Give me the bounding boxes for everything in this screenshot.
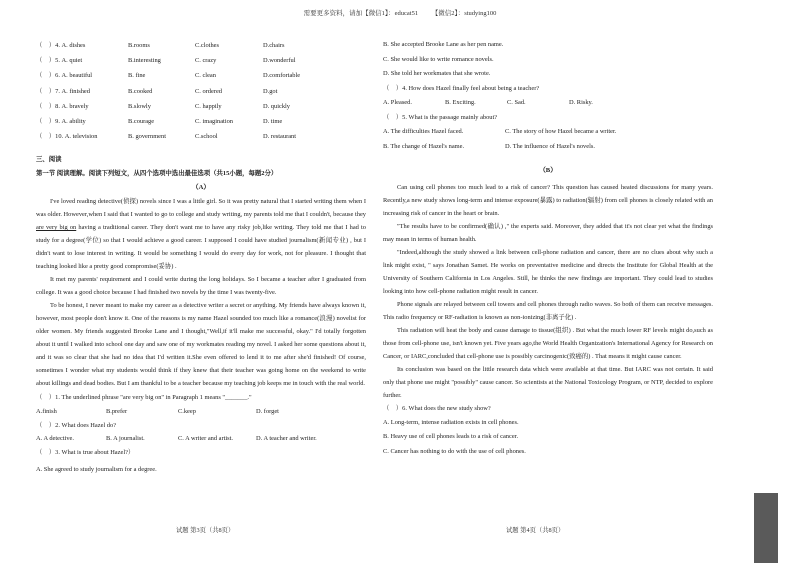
option-cell: D. time	[263, 118, 283, 126]
option-cell: B.courage	[128, 118, 155, 126]
answer-option: B. She accepted Brooke Lane as her pen name.	[383, 41, 504, 48]
passage-label: （A）	[192, 184, 210, 192]
option-cell: D. restaurant	[263, 133, 297, 141]
option-row	[36, 99, 366, 114]
passage-paragraph: This radiation will heat the body and cause damage to tissue(组织) . But what the much lower RF levels might do,such as those from cell-phone use, isn't known yet. Five years ago,the World Health Organization's International Agency for Research on Cancer, or IARC,concluded that cell-phone use is possibly carcinogenic(致癌的) . That means it might cause cancer.	[383, 327, 713, 360]
answer-option: B. The change of Hazel's name.	[383, 142, 465, 150]
option-cell: B.cooked	[128, 87, 153, 95]
passage-paragraph: I've loved reading detective(侦探) novels since I was a little girl. So it was pretty natural that I started writing them when I was older. However,when I said that I wanted to go to college and study writing, my parents told me that I couldn't, because they are very big on having a traditional career. They don't want me to have any risky job,like writing. They told me that I had to study for a degree(学位) so that I would achieve a good career. I supposed I could have studied journalism(新闻专业) , but I didn't want to lose interest in writing. It would be something I would do every day for work, not for pleasure. I thought that teaching looked like a pretty good compromise(妥协) .	[36, 198, 366, 271]
question: （ ）1. The underlined phrase "are very big on" in Paragraph 1 means "_______."	[36, 394, 252, 402]
option-row	[36, 84, 366, 99]
answer-option: B. Exciting.	[445, 99, 476, 106]
answer-options	[36, 405, 366, 419]
option-row	[36, 38, 366, 53]
option-cell: C. imagination	[195, 118, 233, 126]
part-title: 第一节 阅读理解。阅读下列短文，从四个选项中选出最佳选项（共15小题，每题2分）	[36, 170, 278, 178]
answer-option: A. She agreed to study journalism for a degree.	[36, 465, 157, 473]
option-row	[36, 129, 366, 144]
passage-paragraph: Can using cell phones too much lead to a risk of cancer? This question has caused heated discussions for many years. Recently,a new study shows long-term and intense exposure(暴露) to radiation(辐射) from cell phones is closely related with an increasing risk of cancer in the heart or brain.	[383, 184, 713, 217]
option-cell: C. crazy	[195, 57, 217, 65]
option-row	[36, 68, 366, 83]
question: （ ）2. What does Hazel do?	[36, 421, 117, 429]
answer-options	[383, 125, 713, 140]
answer-options	[383, 96, 713, 111]
option-row	[36, 114, 366, 129]
option-cell: B.rooms	[128, 42, 150, 50]
option-cell: C.clothes	[195, 42, 219, 50]
answer-option: B. Heavy use of cell phones leads to a risk of cancer.	[383, 433, 519, 440]
answer-option: B. A journalist.	[106, 435, 145, 443]
answer-option: C. Sad.	[507, 99, 526, 106]
option-cell: B.slowly	[128, 102, 151, 110]
header-right: 【微信2】：studying100	[431, 10, 497, 17]
answer-option: D. Risky.	[569, 99, 593, 106]
underlined-phrase: are very big on	[36, 224, 77, 232]
answer-option: B.prefer	[106, 407, 128, 415]
answer-option: C. Cancer has nothing to do with the use of cell phones.	[383, 447, 526, 455]
option-cell: C.school	[195, 133, 218, 141]
answer-option: D. She told her workmates that she wrote.	[383, 70, 491, 77]
answer-option: C. The story of how Hazel became a writer.	[505, 128, 617, 135]
answer-option: D. A teacher and writer.	[256, 435, 317, 443]
section-heading: 三、阅读	[36, 156, 62, 164]
passage-paragraph: It met my parents' requirement and I could write during the long holidays. So I became a teacher after I graduated from college. It was a good choice because I had finished two novels by the time I was twenty-five.	[36, 276, 366, 297]
question: （ ）6. What does the new study show?	[383, 405, 491, 412]
option-cell: D. quickly	[263, 102, 290, 110]
header-left: 需要更多资料，请加【微信1】：educat51	[303, 10, 419, 17]
answer-options	[383, 140, 713, 155]
left-column	[36, 38, 366, 476]
page-footer-left: 试题 第3页（共8页）	[176, 527, 235, 534]
option-cell: B. government	[128, 133, 166, 141]
question: （ ）4. How does Hazel finally feel about being a teacher?	[383, 84, 540, 92]
answer-option: C.keep	[178, 407, 196, 415]
answer-options	[36, 432, 366, 446]
option-cell: （ ）5. A. quiet	[36, 57, 83, 65]
option-cell: C. ordered	[195, 87, 222, 95]
answer-option: D. forget	[256, 407, 279, 415]
question: （ ）3. What is true about Hazel?）	[36, 449, 135, 457]
option-cell: （ ）10. A. television	[36, 133, 98, 141]
option-cell: （ ）6. A. beautiful	[36, 72, 93, 80]
scrollbar-block	[754, 493, 778, 563]
passage-paragraph: "The results have to be confirmed(确认) ," the experts said. Moreover, they added that it's not clear yet what the findings may mean in terms of human health.	[383, 223, 713, 243]
passage-label: （B）	[539, 167, 557, 174]
option-cell: （ ）7. A. finished	[36, 87, 90, 95]
page-header	[0, 8, 800, 17]
option-cell: （ ）4. A. dishes	[36, 42, 86, 50]
option-cell: D.wonderful	[263, 57, 296, 65]
cloze-options	[36, 38, 366, 144]
answer-option: D. The influence of Hazel's novels.	[505, 142, 595, 150]
answer-option: A. The difficulties Hazel faced.	[383, 128, 464, 135]
answer-option: C. A writer and artist.	[178, 435, 234, 443]
passage-paragraph: Its conclusion was based on the little research data which were available at that time. But IARC was not certain. It said only that phone use might "possibly" cause cancer. So scientists at the National Toxicology Program, or NTP, decided to explore further.	[383, 366, 713, 399]
answer-option: C. She would like to write romance novels.	[383, 55, 494, 63]
answer-option: A. Long-term, intense radiation exists in cell phones.	[383, 418, 519, 426]
option-cell: C. happily	[195, 102, 222, 110]
answer-option: A. Pleased.	[383, 99, 412, 106]
right-column	[383, 38, 713, 459]
passage-paragraph: Phone signals are relayed between cell towers and cell phones through radio waves. So both of them can receive messages. This radio frequency or RF-radiation is known as non-ionizing(非离子化) .	[383, 301, 713, 321]
option-cell: B.interesting	[128, 57, 161, 65]
option-cell: （ ）9. A. ability	[36, 118, 86, 126]
option-cell: D.comfortable	[263, 72, 301, 80]
page-footer-right: 试题 第4页（共8页）	[506, 527, 565, 534]
option-cell: （ ）8. A. bravely	[36, 102, 89, 110]
answer-option: A. A detective.	[36, 435, 74, 443]
answer-option: A.finish	[36, 407, 57, 415]
option-row	[36, 53, 366, 68]
question: （ ）5. What is the passage mainly about?	[383, 113, 498, 121]
option-cell: C. clean	[195, 72, 216, 80]
option-cell: D.got	[263, 87, 278, 95]
option-cell: D.chairs	[263, 42, 285, 50]
passage-paragraph: To be honest, I never meant to make my career as a detective writer a secret or anything. My friends have always known it, however, most people don't know it. One of the reasons is my name Hazel sounded too much like a romance(浪漫) novelist for older women. My friends suggested Brooke Lane and I thought,"Well,if it'll make me successful, okay." I'd totally forgotten about it until I walked into school one day and saw one of my workmates reading my novel. I asked her some questions about it, and it was so clear that she had no idea that I'd written it.She even offered to lend it to me after she'd finished! Of course, sometimes I wonder what my students would think if they knew that their teacher was going home on the weekend to write about killings and dead bodies. But I am thankful to be a teacher because my teaching job keeps me in touch with the real world.	[36, 302, 366, 388]
option-cell: B. fine	[128, 72, 146, 80]
passage-paragraph: "Indeed,although the study showed a link between cell-phone radiation and cancer, there are no clues about why such a link might exist, " says Jonathan Samet. He works on preventative medicine and directs the Institute for Global Health at the University of Southern California in Los Angeles. Still, he thinks the new findings are important. They could lead to studies looking into how cell-phone radiation might result in cancer.	[383, 249, 713, 295]
